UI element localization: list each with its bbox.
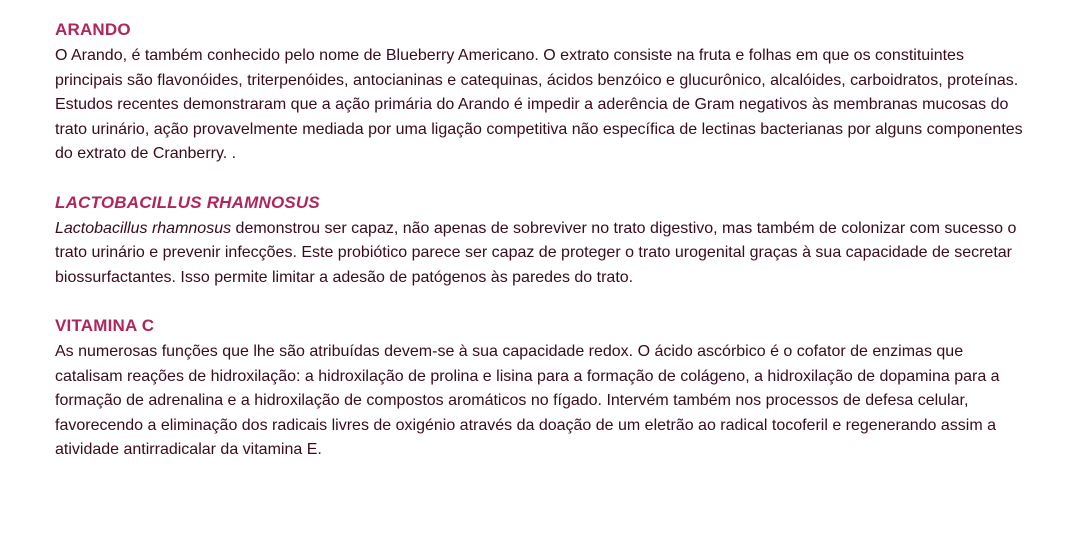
section-body-text: O Arando, é também conhecido pelo nome de Blueberry Americano. O extrato consiste na fruta e folhas em que os constituintes principais são flavonóides, triterpenóides, antocianinas e catequinas, ácidos benzóico e glucurônico, alcalóides, carboidratos, proteínas. Estudos recentes demonstraram que a ação primária do Arando é impedir a aderência de Gram negativos às membranas mucosas do trato urinário, ação provavelmente mediada por uma ligação competitiva não específica de lectinas bacterianas por alguns componentes do extrato de Cranberry. . <box>55 47 1023 162</box>
section-heading-arando: ARANDO <box>55 20 131 39</box>
section-body-arando <box>55 44 1030 167</box>
section-body-vitamina-c <box>55 340 1030 463</box>
section-arando <box>55 18 1030 167</box>
document-page <box>55 18 1030 487</box>
section-body-text: As numerosas funções que lhe são atribuídas devem-se à sua capacidade redox. O ácido ascórbico é o cofator de enzimas que catalisam reações de hidroxilação: a hidroxilação de prolina e lisina para a formação de colágeno, a hidroxilação de dopamina para a formação de adrenalina e a hidroxilação de compostos aromáticos no fígado. Intervém também nos processos de defesa celular, favorecendo a eliminação dos radicais livres de oxigénio através da doação de um eletrão ao radical tocoferil e regenerando assim a atividade antirradicalar da vitamina E. <box>55 343 1000 458</box>
section-body-lactobacillus <box>55 217 1030 291</box>
section-lactobacillus <box>55 191 1030 291</box>
section-heading-lactobacillus: LACTOBACILLUS RHAMNOSUS <box>55 192 320 212</box>
species-name: Lactobacillus rhamnosus <box>55 219 232 237</box>
section-vitamina-c <box>55 314 1030 463</box>
section-heading-vitamina-c: VITAMINA C <box>55 316 155 335</box>
section-body-text: demonstrou ser capaz, não apenas de sobreviver no trato digestivo, mas também de colonizar com sucesso o trato urinário e prevenir infecções. Este probiótico parece ser capaz de proteger o trato urogenital graças à sua capacidade de secretar biossurfactantes. Isso permite limitar a adesão de patógenos às paredes do trato. <box>55 219 1017 286</box>
